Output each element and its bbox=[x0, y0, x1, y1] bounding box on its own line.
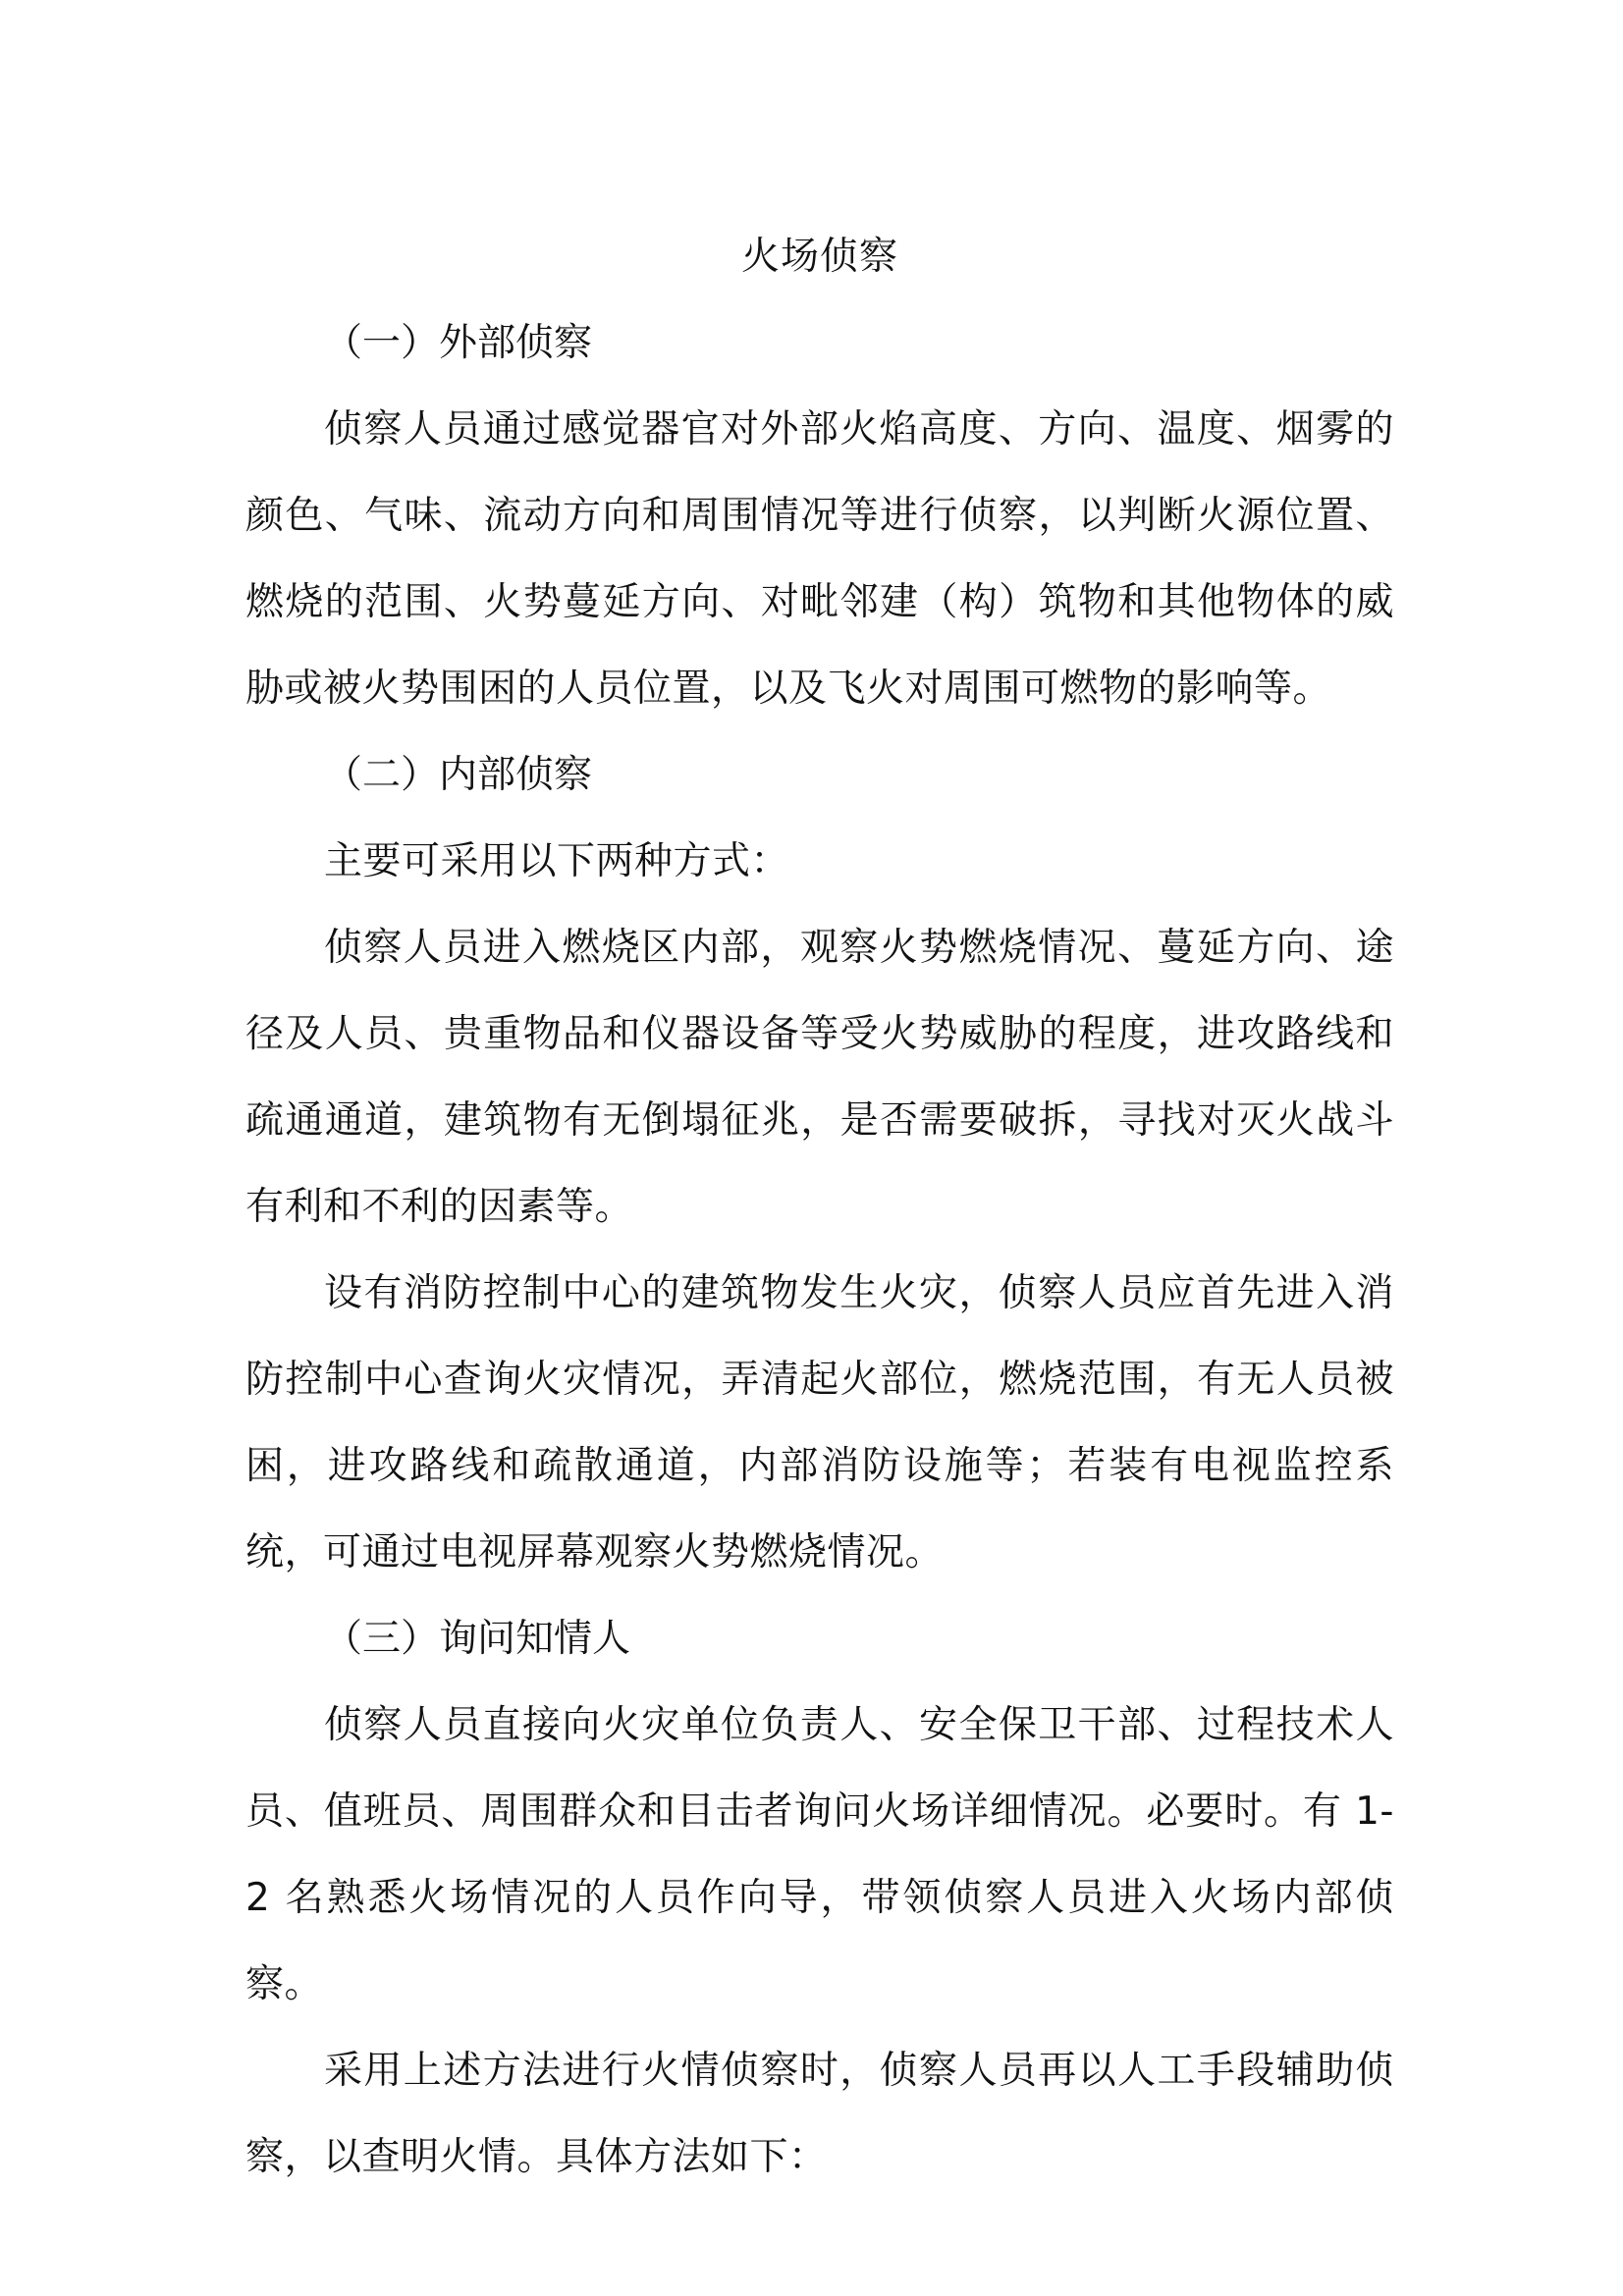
section-heading-internal: （二）内部侦察 bbox=[324, 753, 593, 797]
paragraph: 侦察人员直接向火灾单位负责人、安全保卫干部、过程技术人员、值班员、周围群众和目击者询问火场详细情况。必要时。有 1-2 名熟悉火场情况的人员作向导，带领侦察人员进入火场内部侦察。 bbox=[245, 1703, 1394, 2006]
paragraph: 采用上述方法进行火情侦察时，侦察人员再以人工手段辅助侦察，以查明火情。具体方法如下： bbox=[245, 2049, 1394, 2179]
section-heading-external: （一）外部侦察 bbox=[324, 321, 593, 365]
paragraph: 侦察人员进入燃烧区内部，观察火势燃烧情况、蔓延方向、途径及人员、贵重物品和仪器设备等受火势威胁的程度，进攻路线和疏通通道，建筑物有无倒塌征兆，是否需要破拆，寻找对灭火战斗有利和不利的因素等。 bbox=[245, 926, 1394, 1229]
paragraph: 主要可采用以下两种方式： bbox=[324, 839, 790, 883]
document-title: 火场侦察 bbox=[740, 235, 898, 279]
paragraph: 设有消防控制中心的建筑物发生火灾，侦察人员应首先进入消防控制中心查询火灾情况，弄清起火部位，燃烧范围，有无人员被困，进攻路线和疏散通道，内部消防设施等；若装有电视监控系统，可通过电视屏幕观察火势燃烧情况。 bbox=[245, 1271, 1394, 1575]
paragraph: 侦察人员通过感觉器官对外部火焰高度、方向、温度、烟雾的颜色、气味、流动方向和周围情况等进行侦察，以判断火源位置、燃烧的范围、火势蔓延方向、对毗邻建（构）筑物和其他物体的威胁或被火势围困的人员位置，以及飞火对周围可燃物的影响等。 bbox=[245, 407, 1394, 711]
document-body bbox=[245, 214, 1394, 2201]
section-heading-inquiry: （三）询问知情人 bbox=[324, 1617, 631, 1661]
